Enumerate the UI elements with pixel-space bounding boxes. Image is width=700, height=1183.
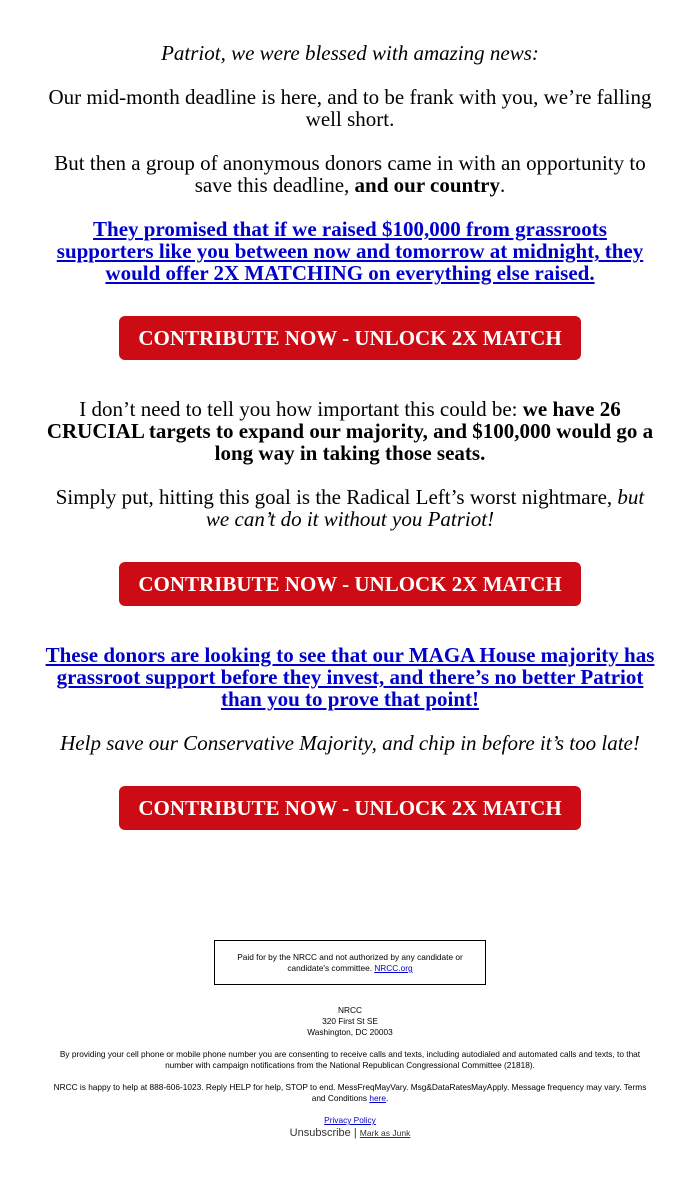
- footer: Paid for by the NRCC and not authorized by any candidate or candidate's committee. NRCC.org NRCC 320 First St SE Washington, DC 20003 By providing your cell phone or mobile phone number you are consenting to receive calls and texts, including autodialed and automated calls and texts, to that number with campaign notifications from the National Republican Congressional Committee (21818). NRCC is happy to help at 888-606-1023. Reply HELP for help, STOP to end. MessFreqMayVary. Msg&DataRatesMayApply. Message frequency may vary. Terms and Conditions here. Privacy Policy Unsubscribe | Mark as Junk: [0, 940, 700, 1140]
- help-text: NRCC is happy to help at 888-606-1023. Reply HELP for help, STOP to end. MessFreqMayVary. Msg&DataRatesMayApply. Message frequency may vary. Terms and Conditions here.: [53, 1082, 647, 1103]
- terms-link[interactable]: here: [369, 1093, 386, 1103]
- privacy-policy-link[interactable]: Privacy Policy: [324, 1115, 376, 1125]
- paragraph-donors: But then a group of anonymous donors came in with an opportunity to save this deadline, and our country.: [54, 151, 646, 197]
- email-body: [45, 0, 655, 868]
- contribute-button-3[interactable]: CONTRIBUTE NOW - UNLOCK 2X MATCH: [119, 786, 581, 830]
- mark-as-junk-link[interactable]: Mark as Junk: [359, 1128, 411, 1138]
- nrcc-link[interactable]: NRCC.org: [374, 963, 413, 973]
- address: NRCC 320 First St SE Washington, DC 20003: [307, 1005, 393, 1037]
- grassroots-link[interactable]: These donors are looking to see that our MAGA House majority has grassroot support before they invest, and there’s no better Patriot than you to prove that point!: [45, 643, 655, 711]
- paragraph-goal: Simply put, hitting this goal is the Radical Left’s worst nightmare, but we can’t do it without you Patriot!: [55, 485, 645, 531]
- contribute-button-1[interactable]: CONTRIBUTE NOW - UNLOCK 2X MATCH: [119, 316, 581, 360]
- paragraph-targets: I don’t need to tell you how important this could be: we have 26 CRUCIAL targets to expand our majority, and $100,000 would go a long way in taking those seats.: [46, 397, 654, 465]
- disclaimer-box: Paid for by the NRCC and not authorized by any candidate or candidate's committee. NRCC.org: [214, 940, 486, 985]
- unsubscribe-link[interactable]: Unsubscribe: [289, 1127, 351, 1139]
- consent-text: By providing your cell phone or mobile phone number you are consenting to receive calls and texts, including autodialed and automated calls and texts, to that number with campaign notifications from the National Republican Congressional Committee (21818).: [59, 1049, 641, 1070]
- paragraph-deadline: Our mid-month deadline is here, and to be frank with you, we’re falling well short.: [48, 85, 652, 131]
- matching-link[interactable]: They promised that if we raised $100,000 from grassroots supporters like you between now and tomorrow at midnight, they would offer 2X MATCHING on everything else raised.: [56, 217, 644, 285]
- contribute-button-2[interactable]: CONTRIBUTE NOW - UNLOCK 2X MATCH: [119, 562, 581, 606]
- greeting: Patriot, we were blessed with amazing news:: [161, 41, 539, 65]
- paragraph-chip-in: Help save our Conservative Majority, and chip in before it’s too late!: [60, 731, 640, 755]
